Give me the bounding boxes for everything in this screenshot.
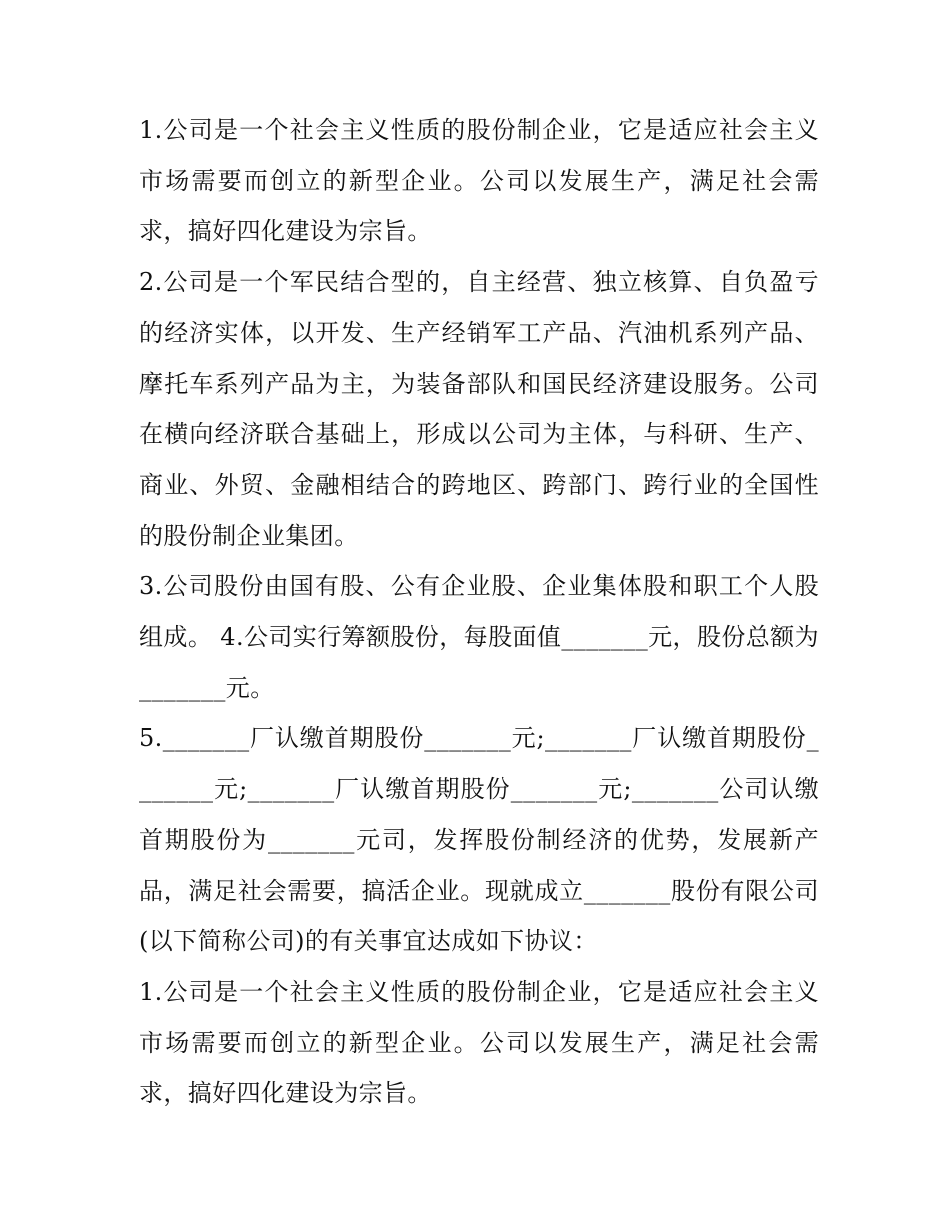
paragraph-4: 5._______厂认缴首期股份_______元;_______厂认缴首期股份_______元;_______厂认缴首期股份_______元;_______公司认缴首期股份为_______元司，发挥股份制经济的优势，发展新产品，满足社会需要，搞活企业。现就成立_______股份有限公司(以下简称公司)的有关事宜达成如下协议： xyxy=(139,724,819,956)
paragraph-2: 2.公司是一个军民结合型的，自主经营、独立核算、自负盈亏的经济实体，以开发、生产经销军工产品、汽油机系列产品、摩托车系列产品为主，为装备部队和国民经济建设服务。公司在横向经济联合基础上，形成以公司为主体，与科研、生产、商业、外贸、金融相结合的跨地区、跨部门、跨行业的全国性的股份制企业集团。 xyxy=(139,268,819,550)
paragraph-3: 3.公司股份由国有股、公有企业股、企业集体股和职工个人股组成。 4.公司实行筹额股份，每股面值_______元，股份总额为_______元。 xyxy=(139,572,819,702)
document-body xyxy=(139,105,819,1119)
paragraph-5: 1.公司是一个社会主义性质的股份制企业，它是适应社会主义市场需要而创立的新型企业。公司以发展生产，满足社会需求，搞好四化建设为宗旨。 xyxy=(139,977,819,1108)
paragraph-1: 1.公司是一个社会主义性质的股份制企业，它是适应社会主义市场需要而创立的新型企业。公司以发展生产，满足社会需求，搞好四化建设为宗旨。 xyxy=(139,116,819,246)
